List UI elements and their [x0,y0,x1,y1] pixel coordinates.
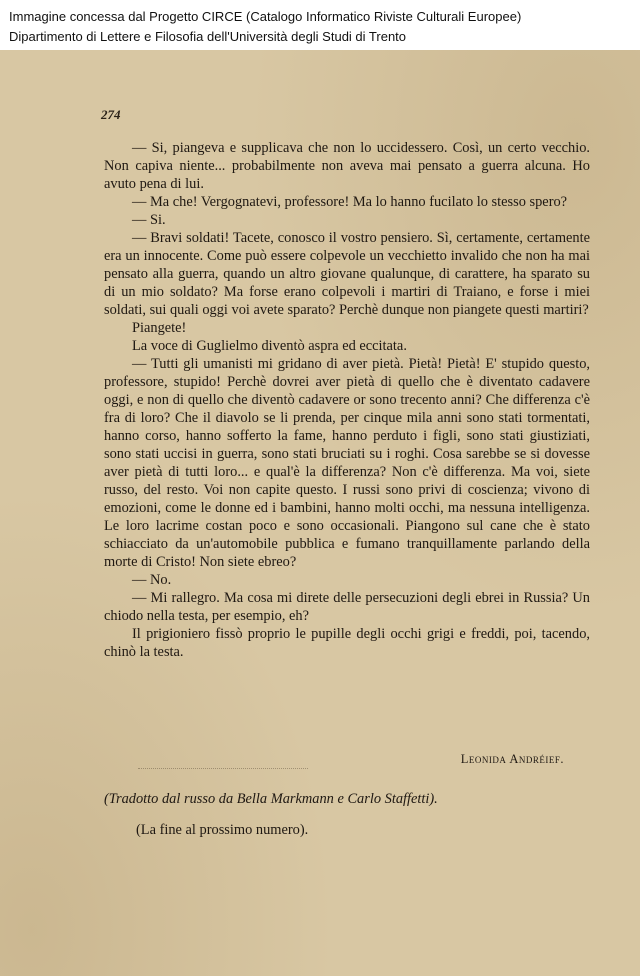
translation-note: (Tradotto dal russo da Bella Markmann e Carlo Staffetti). [104,791,438,807]
paragraph: — Si. [132,212,166,228]
paragraph: Il prigioniero fissò proprio le pupille degli occhi grigi e freddi, poi, tacendo, chinò la testa. [104,626,590,660]
paragraph: Piangete! [132,320,187,336]
paragraph: — Mi rallegro. Ma cosa mi direte delle persecuzioni degli ebrei in Russia? Un chiodo nella testa, per esempio, eh? [104,590,590,624]
page-number: 274 [101,107,121,122]
author-signature: Leonida Andréief. [460,752,564,766]
paragraph: — Ma che! Vergognatevi, professore! Ma lo hanno fucilato lo stesso spero? [132,194,568,210]
attribution-banner [0,0,640,50]
paragraph: — No. [132,572,172,588]
banner-line-1: Immagine concessa dal Progetto CIRCE (Catalogo Informatico Riviste Culturali Europee) [9,9,522,24]
paragraph: — Bravi soldati! Tacete, conosco il vostro pensiero. Sì, certamente, certamente era un innocente. Come può essere colpevole un vecchietto invalido che non ha mai pensato alla guerra, quando un altro giovane qualunque, di carattere, ha sparato su di un mio soldato? Ma forse erano colpevoli i martiri di Traiano, e forse i miei soldati, sui quali oggi voi avete sparato? Perchè dunque non piangete questi martiri? [104,230,590,318]
banner-line-2: Dipartimento di Lettere e Filosofia dell'Università degli Studi di Trento [9,29,407,44]
paragraph: — Tutti gli umanisti mi gridano di aver pietà. Pietà! Pietà! E' stupido questo, professore, stupido! Perchè dovrei aver pietà di quello che è diventato cadavere oggi, e non di quello che diventò cadavere or sono trecento anni? Che differenza c'è fra di loro? Che il diavolo se li prenda, per cinque mila anni sono stati tormentati, hanno corso, hanno sofferto la fame, hanno perduto i figli, sono stati giustiziati, sono stati uccisi in guerra, sono stati bruciati su i roghi. Cosa sarebbe se si dovesse aver pietà di tutti loro... e qual'è la differenza? Non c'è differenza. Ma voi, siete russo, del resto. Voi non capite questo. I russi sono privi di coscienza; vivono di emozioni, come le donne ed i bambini, hanno molti occhi, ma nessuna intelligenza. Le loro lacrime costan poco e sono occasionali. Piangono sul cane che è stato schiacciato da un'automobile pubblica e fumano tranquillamente parlando della morte di Cristo! Non siete ebreo? [104,356,590,570]
paragraph: — Si, piangeva e supplicava che non lo uccidessero. Così, un certo vecchio. Non capiva niente... probabilmente non aveva mai pensato a guerra alcuna. Ho avuto pena di lui. [104,140,590,192]
paragraph: La voce di Guglielmo diventò aspra ed eccitata. [132,338,407,354]
continuation-note: (La fine al prossimo numero). [136,822,309,838]
story-text [104,139,590,661]
print-smudge [138,760,308,769]
